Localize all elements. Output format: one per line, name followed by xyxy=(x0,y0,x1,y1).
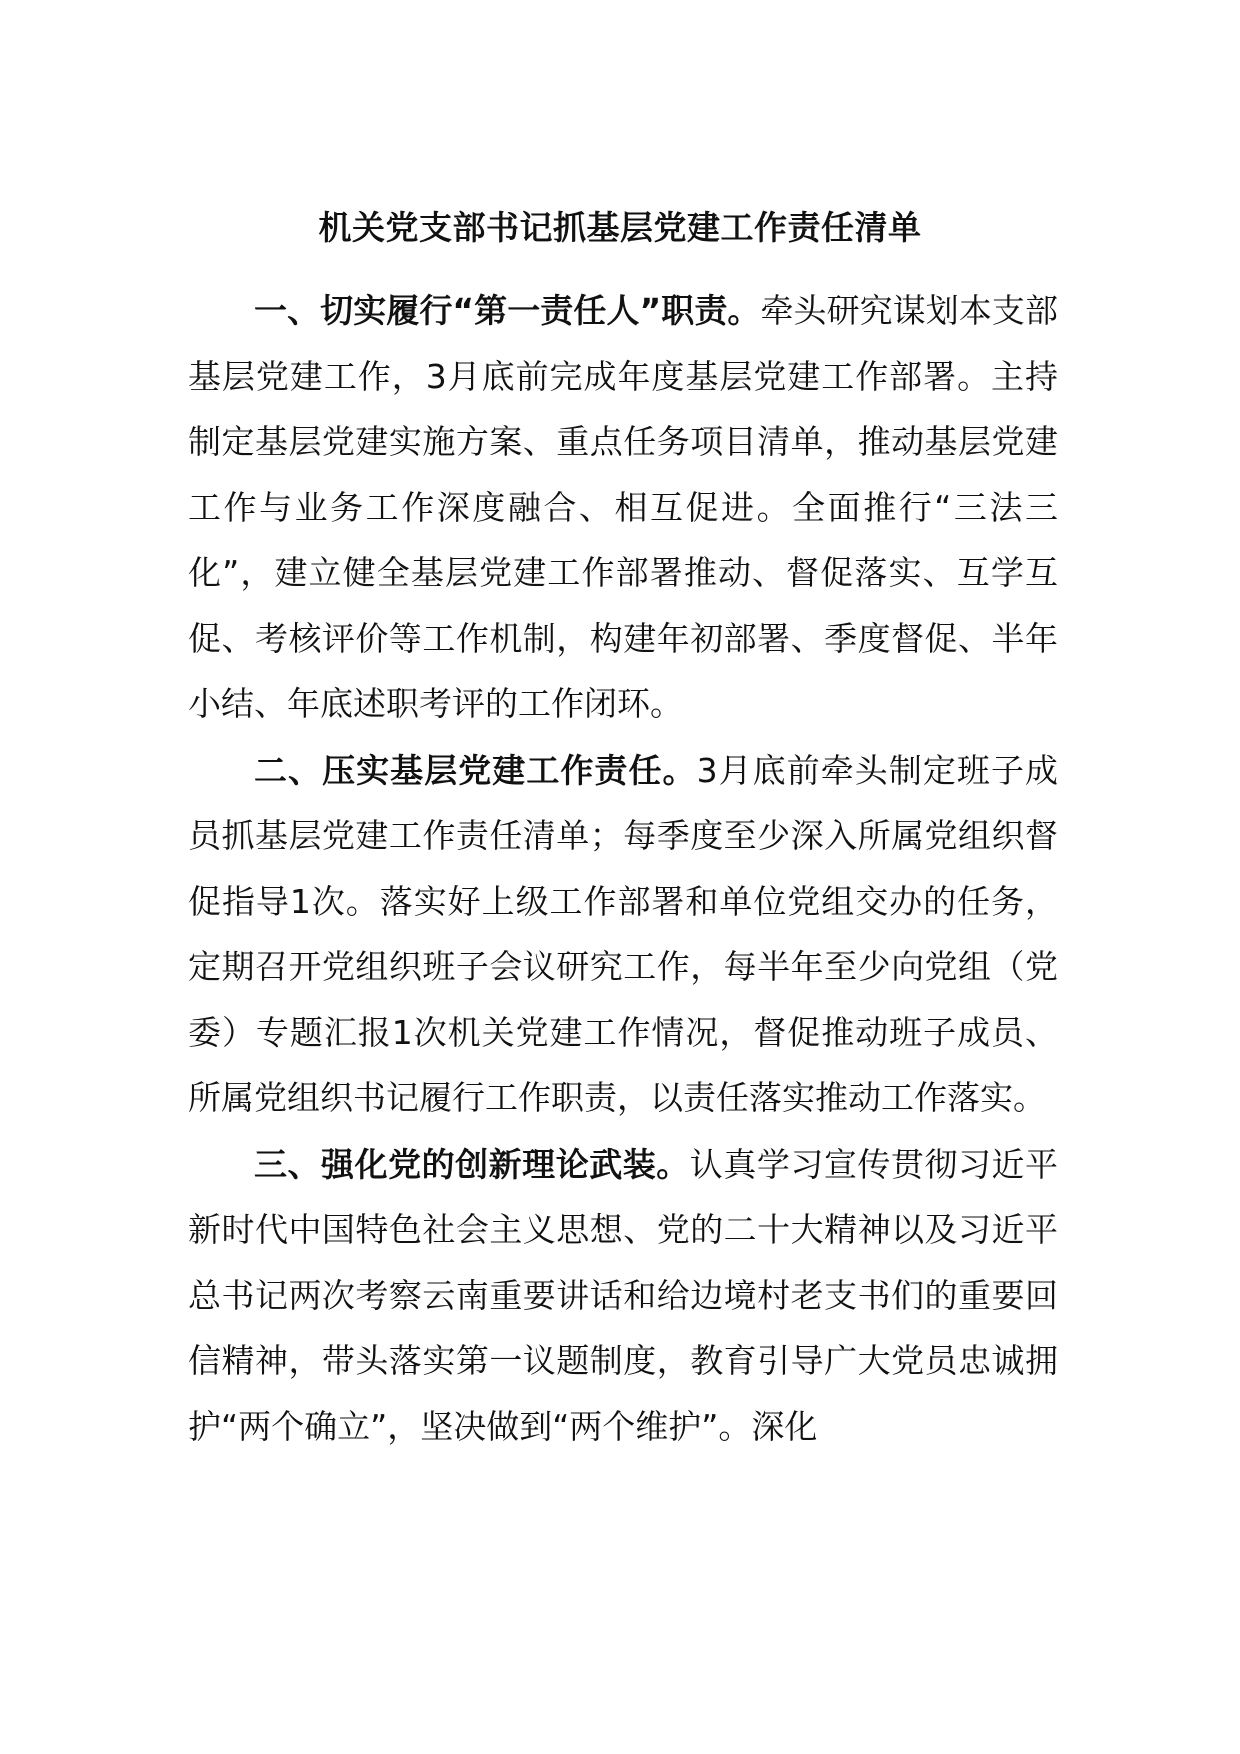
section-3-paragraph xyxy=(188,1132,1058,1460)
section-1-paragraph xyxy=(188,278,1058,737)
section-1-heading: 一、切实履行“第一责任人”职责。 xyxy=(254,291,761,330)
section-2-paragraph xyxy=(188,738,1058,1131)
section-1-body: 牵头研究谋划本支部基层党建工作，3月底前完成年度基层党建工作部署。主持制定基层党建实施方案、重点任务项目清单，推动基层党建工作与业务工作深度融合、相互促进。全面推行“三法三化”，建立健全基层党建工作部署推动、督促落实、互学互促、考核评价等工作机制，构建年初部署、季度督促、半年小结、年底述职考评的工作闭环。 xyxy=(188,291,1058,723)
section-2-heading: 二、压实基层党建工作责任。 xyxy=(254,750,697,790)
document-body xyxy=(188,278,1058,1459)
document-title: 机关党支部书记抓基层党建工作责任清单 xyxy=(318,208,922,247)
section-3-heading: 三、强化党的创新理论武装。 xyxy=(254,1144,690,1184)
section-3-body: 认真学习宣传贯彻习近平新时代中国特色社会主义思想、党的二十大精神以及习近平总书记两次考察云南重要讲话和给边境村老支书们的重要回信精神，带头落实第一议题制度，教育引导广大党员忠诚拥护“两个确立”，坚决做到“两个维护”。深化 xyxy=(188,1144,1059,1446)
section-2-body: 3月底前牵头制定班子成员抓基层党建工作责任清单；每季度至少深入所属党组织督促指导1次。落实好上级工作部署和单位党组交办的任务，定期召开党组织班子会议研究工作，每半年至少向党组（党委）专题汇报1次机关党建工作情况，督促推动班子成员、所属党组织书记履行工作职责，以责任落实推动工作落实。 xyxy=(188,750,1059,1117)
